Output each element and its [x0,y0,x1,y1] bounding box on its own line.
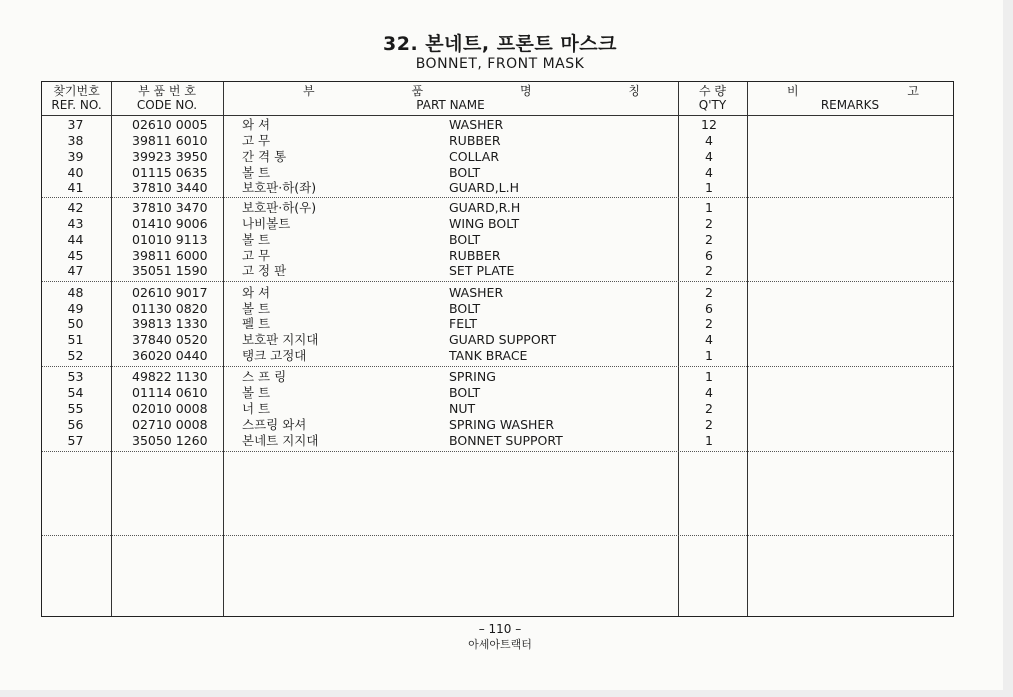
group-separator [42,451,953,452]
table-row: 57 35050 1260 본네트 지지대 BONNET SUPPORT 1 [67,433,713,448]
page-edge [0,690,1013,697]
page-number: – 110 – [478,622,522,636]
group-separator [42,197,953,198]
table-row: 53 49822 1130 스 프 링 SPRING 1 [67,369,713,384]
table-row: 42 37810 3470 보호판·하(우) GUARD,R.H 1 [67,200,713,215]
group-separator [42,281,953,282]
group-separator [42,366,953,367]
header-rule [42,115,953,116]
table-row: 51 37840 0520 보호판 지지대 GUARD SUPPORT 4 [67,332,713,347]
header-remarks: 비 고 REMARKS [787,84,919,112]
table-row: 44 01010 9113 볼 트 BOLT 2 [67,232,713,247]
table-row: 41 37810 3440 보호판·하(좌) GUARD,L.H 1 [67,180,713,195]
table-row: 45 39811 6000 고 무 RUBBER 6 [67,248,713,263]
table-row: 40 01115 0635 볼 트 BOLT 4 [67,165,713,180]
table-row: 49 01130 0820 볼 트 BOLT 6 [67,301,713,316]
table-row: 43 01410 9006 나비볼트 WING BOLT 2 [67,216,713,231]
table-row: 55 02010 0008 너 트 NUT 2 [67,401,713,416]
header-qty: 수 량 Q'TY [698,84,727,112]
header-part-name: 부 품 명 칭 PART NAME [303,84,640,112]
header-code: 부 품 번 호 CODE NO. [136,84,198,112]
page-title: 32. 본네트, 프론트 마스크 [383,33,617,55]
table-row: 54 01114 0610 볼 트 BOLT 4 [67,385,713,400]
table-row: 52 36020 0440 탱크 고정대 TANK BRACE 1 [67,348,713,363]
table-row: 47 35051 1590 고 정 판 SET PLATE 2 [67,263,713,278]
page-subtitle: BONNET, FRONT MASK [415,56,585,72]
table-row: 38 39811 6010 고 무 RUBBER 4 [67,133,713,148]
company-name: 아세아트랙터 [468,638,532,651]
header-ref: 찾기번호 REF. NO. [51,84,102,112]
page-edge [1003,0,1013,697]
table-row: 56 02710 0008 스프링 와셔 SPRING WASHER 2 [67,417,713,432]
table-row: 37 02610 0005 와 셔 WASHER 12 [67,117,717,132]
parts-table [41,81,954,617]
table-row: 50 39813 1330 펠 트 FELT 2 [67,316,713,331]
table-row: 39 39923 3950 간 격 통 COLLAR 4 [67,149,713,164]
table-row: 48 02610 9017 와 셔 WASHER 2 [67,285,713,300]
group-separator [42,535,953,536]
